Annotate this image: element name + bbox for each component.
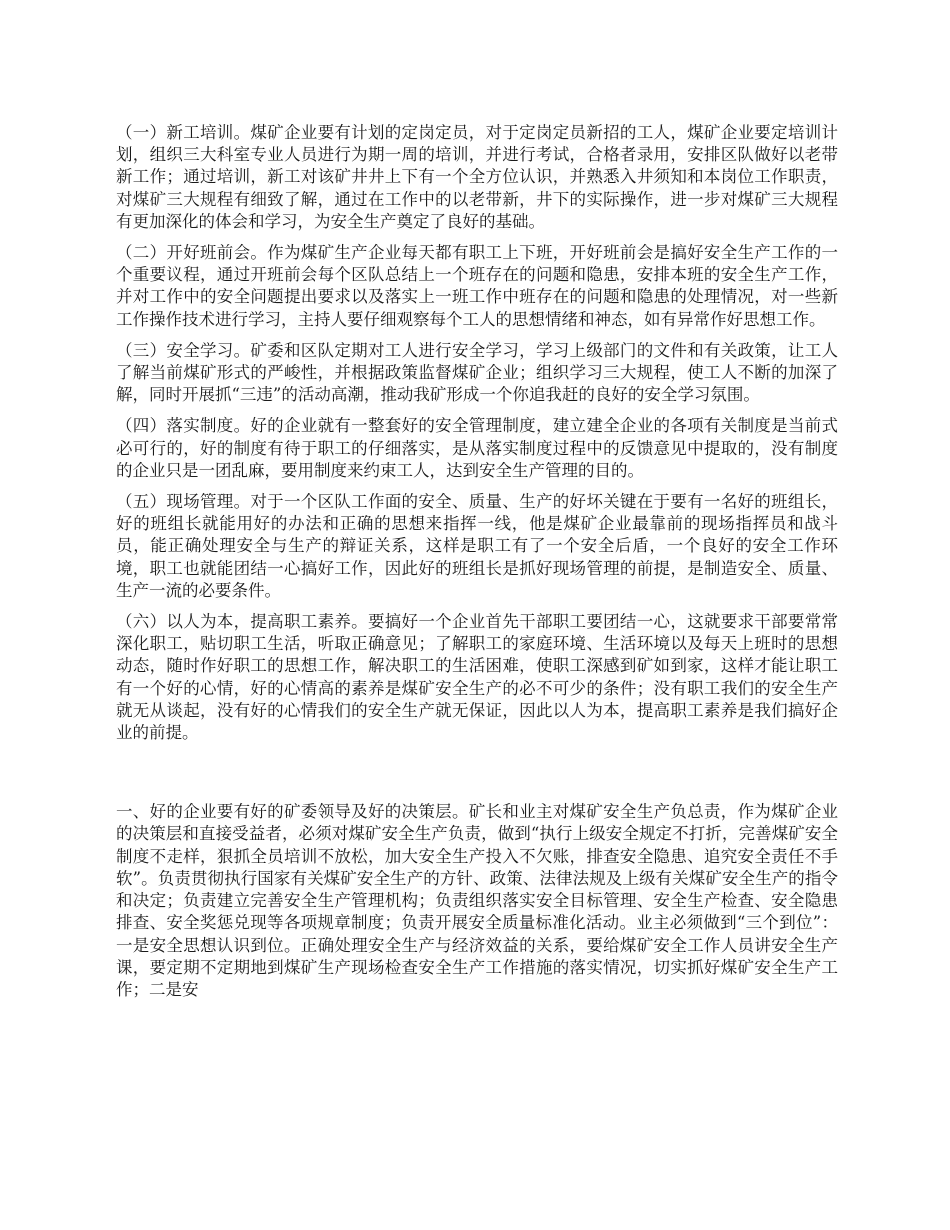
paragraph-new-worker-training: （一）新工培训。煤矿企业要有计划的定岗定员，对于定岗定员新招的工人，煤矿企业要定培训计划，组织三大科室专业人员进行为期一周的培训，并进行考试，合格者录用，安排区队做好以老带新工作；通过培训，新工对该矿井井上下有一个全方位认识，并熟悉入井须知和本岗位工作职责，对煤矿三大规程有细致了解，通过在工作中的以老带新，井下的实际操作，进一步对煤矿三大规程有更加深化的体会和学习，为安全生产奠定了良好的基础。 <box>116 123 838 231</box>
document-body <box>116 122 838 1010</box>
paragraph-leadership: 一、好的企业要有好的矿委领导及好的决策层。矿长和业主对煤矿安全生产负总责，作为煤矿企业的决策层和直接受益者，必须对煤矿安全生产负责，做到“执行上级安全规定不打折，完善煤矿安全制度不走样，狠抓全员培训不放松，加大安全生产投入不欠账，排查安全隐患、追究安全责任不手软”。负责贯彻执行国家有关煤矿安全生产的方针、政策、法律法规及上级有关煤矿安全生产的指令和决定；负责建立完善安全生产管理机构；负责组织落实安全目标管理、安全生产检查、安全隐患排查、安全奖惩兑现等各项规章制度；负责开展安全质量标准化活动。业主必须做到“三个到位”：一是安全思想认识到位。正确处理安全生产与经济效益的关系，要给煤矿安全工作人员讲安全生产课，要定期不定期地到煤矿生产现场检查安全生产工作措施的落实情况，切实抓好煤矿安全生产工作；二是安 <box>116 802 838 999</box>
paragraph-site-management: （五）现场管理。对于一个区队工作面的安全、质量、生产的好坏关键在于要有一名好的班组长，好的班组长就能用好的办法和正确的思想来指挥一线，他是煤矿企业最靠前的现场指挥员和战斗员，能正确处理安全与生产的辩证关系，这样是职工有了一个安全后盾，一个良好的安全工作环境，职工也就能团结一心搞好工作，因此好的班组长是抓好现场管理的前提，是制造安全、质量、生产一流的必要条件。 <box>116 492 838 600</box>
paragraph-pre-shift-meeting: （二）开好班前会。作为煤矿生产企业每天都有职工上下班，开好班前会是搞好安全生产工作的一个重要议程，通过开班前会每个区队总结上一个班存在的问题和隐患，安排本班的安全生产工作，并对工作中的安全问题提出要求以及落实上一班工作中班存在的问题和隐患的处理情况，对一些新工作操作技术进行学习，主持人要仔细观察每个工人的思想情绪和神态，如有异常作好思想工作。 <box>116 243 838 329</box>
paragraph-safety-study: （三）安全学习。矿委和区队定期对工人进行安全学习，学习上级部门的文件和有关政策，让工人了解当前煤矿形式的严峻性，并根据政策监督煤矿企业；组织学习三大规程，使工人不断的加深了解，同时开展抓“三违”的活动高潮，推动我矿形成一个你追我赶的良好的安全学习氛围。 <box>116 340 838 405</box>
section-gap <box>116 753 838 801</box>
paragraph-implement-rules: （四）落实制度。好的企业就有一整套好的安全管理制度，建立建全企业的各项有关制度是当前式必可行的，好的制度有待于职工的仔细落实，是从落实制度过程中的反馈意见中提取的，没有制度的企业只是一团乱麻，要用制度来约束工人，达到安全生产管理的目的。 <box>116 416 838 480</box>
paragraph-people-oriented: （六）以人为本，提高职工素养。要搞好一个企业首先干部职工要团结一心，这就要求干部要常常深化职工，贴切职工生活，听取正确意见；了解职工的家庭环境、生活环境以及每天上班时的思想动态，随时作好职工的思想工作，解决职工的生活困难，使职工深感到矿如到家，这样才能让职工有一个好的心情，好的心情高的素养是煤矿安全生产的必不可少的条件；没有职工我们的安全生产就无从谈起，没有好的心情我们的安全生产就无保证，因此以人为本，提高职工素养是我们搞好企业的前提。 <box>116 612 838 743</box>
